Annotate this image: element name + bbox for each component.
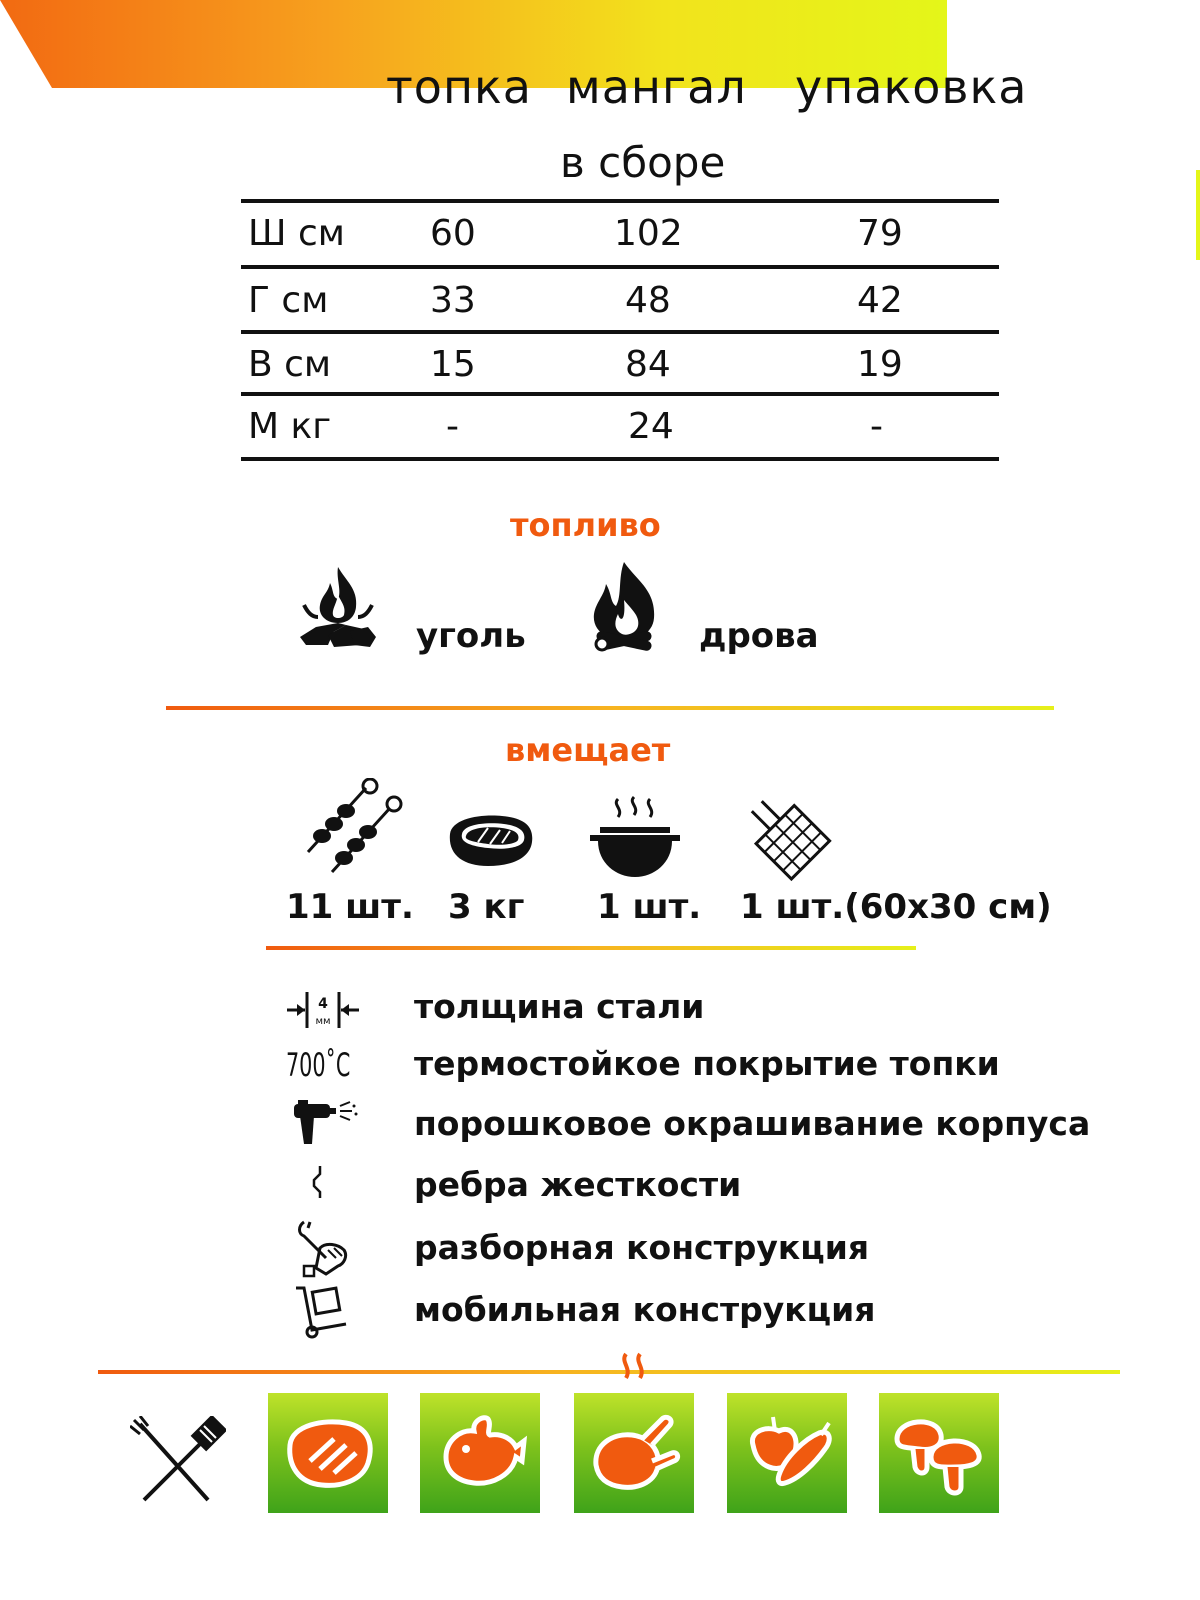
steak-icon: [280, 1405, 376, 1501]
cell-width-grill: 102: [614, 213, 683, 254]
fork-spatula-icon: [130, 1416, 226, 1510]
feature-stiffening-ribs: ребра жесткости: [414, 1165, 742, 1204]
cell-mass-firebox: -: [446, 406, 459, 447]
vegetables-icon: [739, 1405, 835, 1501]
fuel-label-wood: дрова: [699, 616, 819, 656]
rib-icon: [308, 1164, 328, 1204]
food-tile-mushroom: [879, 1393, 999, 1513]
cell-height-grill: 84: [625, 344, 671, 385]
row-label-width: Ш см: [248, 213, 345, 254]
steak-icon: [442, 812, 536, 876]
cell-depth-firebox: 33: [430, 280, 476, 321]
header-col-firebox: топка: [386, 60, 532, 114]
heat-waves-icon: [618, 1352, 652, 1392]
steel-thickness-icon: [285, 990, 361, 1034]
capacity-label-meat: 3 кг: [448, 887, 525, 927]
cell-width-firebox: 60: [430, 213, 476, 254]
capacity-label-grate: 1 шт.(60х30 см): [740, 887, 1052, 927]
feature-powder-coating: порошковое окрашивание корпуса: [414, 1104, 1091, 1143]
cell-width-package: 79: [857, 213, 903, 254]
food-tile-chicken: [574, 1393, 694, 1513]
capacity-title: вмещает: [505, 731, 671, 769]
feature-mobile: мобильная конструкция: [414, 1290, 876, 1329]
temperature-icon: 700˚С: [286, 1046, 351, 1084]
table-rule: [241, 392, 999, 396]
food-tile-vegetables: [727, 1393, 847, 1513]
row-label-depth: Г см: [248, 280, 329, 321]
svg-text:4: 4: [318, 996, 328, 1012]
food-tile-steak: [268, 1393, 388, 1513]
footer-divider: [98, 1370, 1120, 1374]
cell-depth-grill: 48: [625, 280, 671, 321]
header-subtitle: в сборе: [560, 138, 726, 187]
table-rule: [241, 199, 999, 203]
fuel-title: топливо: [510, 506, 661, 544]
row-label-height: В см: [248, 344, 332, 385]
section-divider: [166, 706, 1054, 710]
cell-mass-grill: 24: [628, 406, 674, 447]
table-rule: [241, 265, 999, 269]
table-rule: [241, 457, 999, 461]
grill-grate-icon: [740, 788, 844, 890]
cell-mass-package: -: [870, 406, 883, 447]
wrench-hand-icon: [296, 1218, 352, 1282]
fuel-label-coal: уголь: [416, 616, 526, 656]
wood-fire-icon: [582, 560, 666, 660]
hand-truck-icon: [294, 1284, 350, 1344]
feature-steel-thickness: толщина стали: [414, 987, 705, 1026]
header-col-grill: мангал: [566, 60, 747, 114]
cell-height-firebox: 15: [430, 344, 476, 385]
cell-depth-package: 42: [857, 280, 903, 321]
coal-fire-icon: [298, 565, 378, 659]
table-rule: [241, 330, 999, 334]
chicken-icon: [586, 1405, 682, 1501]
capacity-label-cauldron: 1 шт.: [597, 887, 702, 927]
mushroom-icon: [891, 1405, 987, 1501]
fish-icon: [432, 1405, 528, 1501]
cauldron-icon: [588, 795, 682, 885]
spray-gun-icon: [292, 1100, 360, 1152]
svg-text:мм: мм: [315, 1016, 331, 1027]
food-tile-fish: [420, 1393, 540, 1513]
edge-stripe: [1196, 170, 1200, 260]
feature-heat-resistant: термостойкое покрытие топки: [414, 1044, 1000, 1083]
row-label-mass: М кг: [248, 406, 332, 447]
capacity-label-skewers: 11 шт.: [286, 887, 414, 927]
section-divider: [266, 946, 916, 950]
cell-height-package: 19: [857, 344, 903, 385]
feature-collapsible: разборная конструкция: [414, 1228, 870, 1267]
header-col-package: упаковка: [795, 60, 1028, 114]
skewers-icon: [304, 778, 404, 882]
